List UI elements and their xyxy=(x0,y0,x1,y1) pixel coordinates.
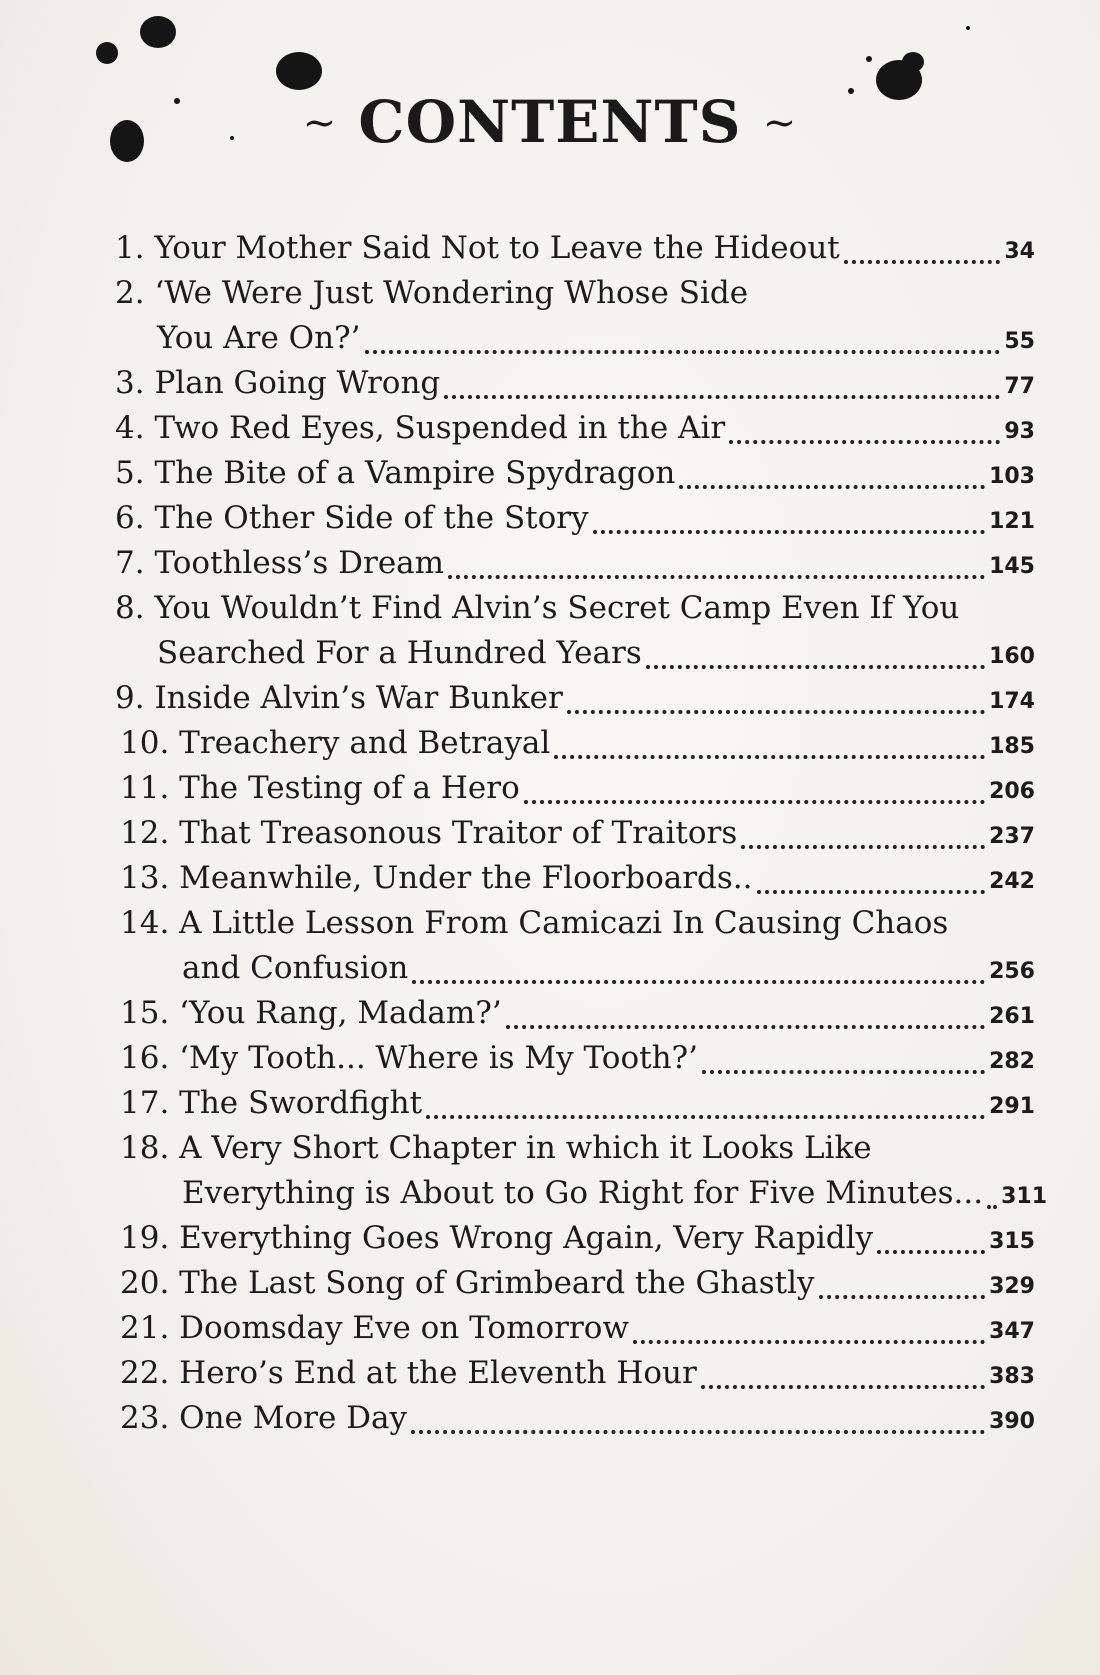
toc-entry xyxy=(182,1173,1048,1213)
toc-entry xyxy=(115,498,1035,538)
chapter-number: 15. xyxy=(120,995,180,1031)
chapter-title: The Other Side of the Story xyxy=(154,500,589,536)
toc-entry xyxy=(120,1218,1035,1258)
chapter-number: 7. xyxy=(115,545,155,581)
dot-leader xyxy=(757,886,986,894)
chapter-number: 11. xyxy=(120,770,180,806)
chapter-title-continued: and Confusion xyxy=(182,950,409,986)
page-number: 206 xyxy=(989,779,1035,804)
toc-entry xyxy=(120,1398,1035,1438)
page-number: 77 xyxy=(1004,374,1035,399)
chapter-title-continued: Everything is About to Go Right for Five Minutes... xyxy=(182,1175,984,1211)
dot-leader xyxy=(819,1291,986,1299)
dot-leader xyxy=(679,481,985,489)
toc-entry xyxy=(120,858,1035,898)
chapter-number: 13. xyxy=(120,860,180,896)
chapter-number: 18. xyxy=(120,1130,180,1166)
dot-leader xyxy=(411,1426,985,1434)
dot-leader xyxy=(729,436,1000,444)
toc-entry xyxy=(120,1083,1035,1123)
dot-leader xyxy=(701,1381,985,1389)
chapter-title: The Swordfight xyxy=(179,1085,423,1121)
dot-leader xyxy=(593,526,985,534)
page-number: 160 xyxy=(989,644,1035,669)
chapter-number: 19. xyxy=(120,1220,180,1256)
toc-entry xyxy=(115,453,1035,493)
dot-leader xyxy=(987,1201,997,1209)
chapter-number: 12. xyxy=(120,815,180,851)
chapter-title: Toothless’s Dream xyxy=(154,545,445,581)
toc-entry xyxy=(115,678,1035,718)
chapter-number: 6. xyxy=(115,500,155,536)
page-number: 34 xyxy=(1004,239,1035,264)
toc-entry xyxy=(120,993,1035,1033)
chapter-number: 5. xyxy=(115,455,155,491)
dot-leader xyxy=(646,661,985,669)
dot-leader xyxy=(877,1246,985,1254)
chapter-number: 22. xyxy=(120,1355,180,1391)
chapter-title: Doomsday Eve on Tomorrow xyxy=(179,1310,629,1346)
page-number: 256 xyxy=(989,959,1035,984)
chapter-title: Plan Going Wrong xyxy=(154,365,441,401)
page-number: 237 xyxy=(989,824,1035,849)
page-number: 383 xyxy=(989,1364,1035,1389)
chapter-title: ‘You Rang, Madam?’ xyxy=(179,995,502,1031)
page-number: 291 xyxy=(989,1094,1035,1119)
toc-entry xyxy=(120,768,1035,808)
chapter-title: One More Day xyxy=(179,1400,408,1436)
chapter-title: You Wouldn’t Find Alvin’s Secret Camp Even If You xyxy=(154,590,960,626)
dot-leader xyxy=(426,1111,985,1119)
page-title: CONTENTS xyxy=(358,88,742,156)
chapter-title: Everything Goes Wrong Again, Very Rapidly xyxy=(179,1220,874,1256)
toc-entry xyxy=(157,318,1035,358)
dot-leader xyxy=(506,1021,985,1029)
toc-entry xyxy=(120,1263,1035,1303)
dot-leader xyxy=(554,751,985,759)
toc-entry xyxy=(182,948,1035,988)
page-number: 261 xyxy=(989,1004,1035,1029)
chapter-title: A Little Lesson From Camicazi In Causing Chaos xyxy=(179,905,949,941)
chapter-number: 2. xyxy=(115,275,155,311)
chapter-title-continued: Searched For a Hundred Years xyxy=(157,635,642,671)
dot-leader xyxy=(448,571,985,579)
toc-entry xyxy=(120,1353,1035,1393)
toc-entry xyxy=(157,633,1035,673)
page-number: 185 xyxy=(989,734,1035,759)
chapter-title-continued: You Are On?’ xyxy=(157,320,361,356)
page-number: 347 xyxy=(989,1319,1035,1344)
chapter-title: That Treasonous Traitor of Traitors xyxy=(179,815,738,851)
toc-entry xyxy=(115,543,1035,583)
page-number: 103 xyxy=(989,464,1035,489)
title-right-tilde: ~ xyxy=(762,100,798,146)
toc-entry xyxy=(120,723,1035,763)
dot-leader xyxy=(567,706,985,714)
chapter-number: 17. xyxy=(120,1085,180,1121)
chapter-number: 3. xyxy=(115,365,155,401)
toc-entry-line xyxy=(115,273,748,313)
title-left-tilde: ~ xyxy=(302,100,338,146)
page-number: 390 xyxy=(989,1409,1035,1434)
toc-entry xyxy=(120,1308,1035,1348)
toc-entry xyxy=(115,363,1035,403)
toc-entry-line xyxy=(115,588,959,628)
dot-leader xyxy=(524,796,985,804)
toc-entry-line xyxy=(120,1128,872,1168)
page-number: 311 xyxy=(1001,1184,1048,1209)
page-number: 315 xyxy=(989,1229,1035,1254)
chapter-number: 4. xyxy=(115,410,155,446)
dot-leader xyxy=(365,346,1001,354)
toc-entry xyxy=(115,228,1035,268)
chapter-number: 8. xyxy=(115,590,155,626)
page-number: 174 xyxy=(989,689,1035,714)
chapter-number: 14. xyxy=(120,905,180,941)
page-number: 282 xyxy=(989,1049,1035,1074)
chapter-title: The Testing of a Hero xyxy=(179,770,520,806)
chapter-number: 10. xyxy=(120,725,180,761)
chapter-number: 16. xyxy=(120,1040,180,1076)
chapter-number: 20. xyxy=(120,1265,180,1301)
page-number: 145 xyxy=(989,554,1035,579)
dot-leader xyxy=(702,1066,985,1074)
chapter-title: Hero’s End at the Eleventh Hour xyxy=(179,1355,697,1391)
chapter-number: 21. xyxy=(120,1310,180,1346)
chapter-number: 1. xyxy=(115,230,155,266)
page-number: 93 xyxy=(1004,419,1035,444)
dot-leader xyxy=(444,391,1000,399)
chapter-title: ‘We Were Just Wondering Whose Side xyxy=(154,275,749,311)
chapter-title: The Bite of a Vampire Spydragon xyxy=(154,455,676,491)
chapter-title: Your Mother Said Not to Leave the Hideout xyxy=(154,230,840,266)
chapter-number: 23. xyxy=(120,1400,180,1436)
dot-leader xyxy=(741,841,985,849)
chapter-title: Treachery and Betrayal xyxy=(179,725,551,761)
dot-leader xyxy=(412,976,985,984)
toc-entry xyxy=(120,1038,1035,1078)
chapter-title: ‘My Tooth... Where is My Tooth?’ xyxy=(179,1040,699,1076)
page-number: 329 xyxy=(989,1274,1035,1299)
chapter-title: Inside Alvin’s War Bunker xyxy=(154,680,563,716)
page-number: 121 xyxy=(989,509,1035,534)
toc-entry xyxy=(120,813,1035,853)
chapter-title: A Very Short Chapter in which it Looks Like xyxy=(179,1130,872,1166)
page-number: 55 xyxy=(1004,329,1035,354)
chapter-title: Two Red Eyes, Suspended in the Air xyxy=(154,410,726,446)
page-number: 242 xyxy=(989,869,1035,894)
toc-entry xyxy=(115,408,1035,448)
dot-leader xyxy=(633,1336,985,1344)
chapter-title: The Last Song of Grimbeard the Ghastly xyxy=(179,1265,815,1301)
chapter-number: 9. xyxy=(115,680,155,716)
chapter-title: Meanwhile, Under the Floorboards.. xyxy=(179,860,753,896)
dot-leader xyxy=(844,256,1001,264)
toc-entry-line xyxy=(120,903,948,943)
